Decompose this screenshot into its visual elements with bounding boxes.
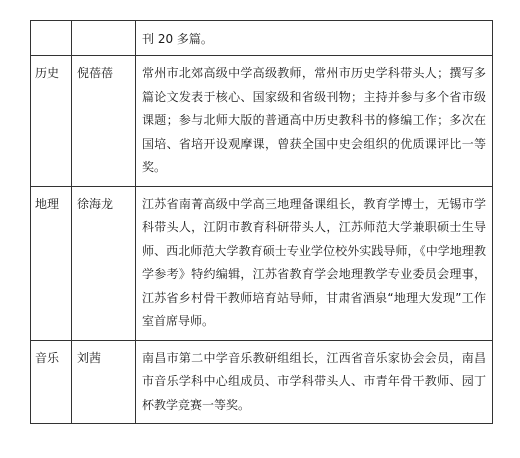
name-cell: 倪蓓蓓 — [72, 56, 136, 187]
table-row — [31, 56, 493, 187]
subject-cell — [31, 21, 72, 56]
teacher-table — [30, 20, 493, 424]
description-cell: 南昌市第二中学音乐教研组组长，江西省音乐家协会会员，南昌市音乐学科中心组成员、市学科带头人、市青年骨干教师、园丁杯教学竞赛一等奖。 — [136, 340, 493, 424]
name-cell: 徐海龙 — [72, 186, 136, 340]
subject-cell: 地理 — [31, 186, 72, 340]
table-row — [31, 340, 493, 424]
table-row — [31, 186, 493, 340]
description-cell: 常州市北郊高级中学高级教师，常州市历史学科带头人；撰写多篇论文发表于核心、国家级和省级刊物；主持并参与多个省市级课题；参与北师大版的普通高中历史教科书的修编工作；多次在国培、省培开设观摩课，曾获全国中史会组织的优质课评比一等奖。 — [136, 56, 493, 187]
description-cell: 江苏省南菁高级中学高三地理备课组长，教育学博士，无锡市学科带头人，江阴市教育科研带头人，江苏师范大学兼职硕士生导师、西北师范大学教育硕士专业学位校外实践导师，《中学地理教学参考》特约编辑，江苏省教育学会地理教学专业委员会理事，江苏省乡村骨干教师培育站导师，甘肃省酒泉“地理大发现”工作室首席导师。 — [136, 186, 493, 340]
name-cell — [72, 21, 136, 56]
name-cell: 刘茜 — [72, 340, 136, 424]
subject-cell: 音乐 — [31, 340, 72, 424]
description-cell: 刊 20 多篇。 — [136, 21, 493, 56]
subject-cell: 历史 — [31, 56, 72, 187]
table-row — [31, 21, 493, 56]
